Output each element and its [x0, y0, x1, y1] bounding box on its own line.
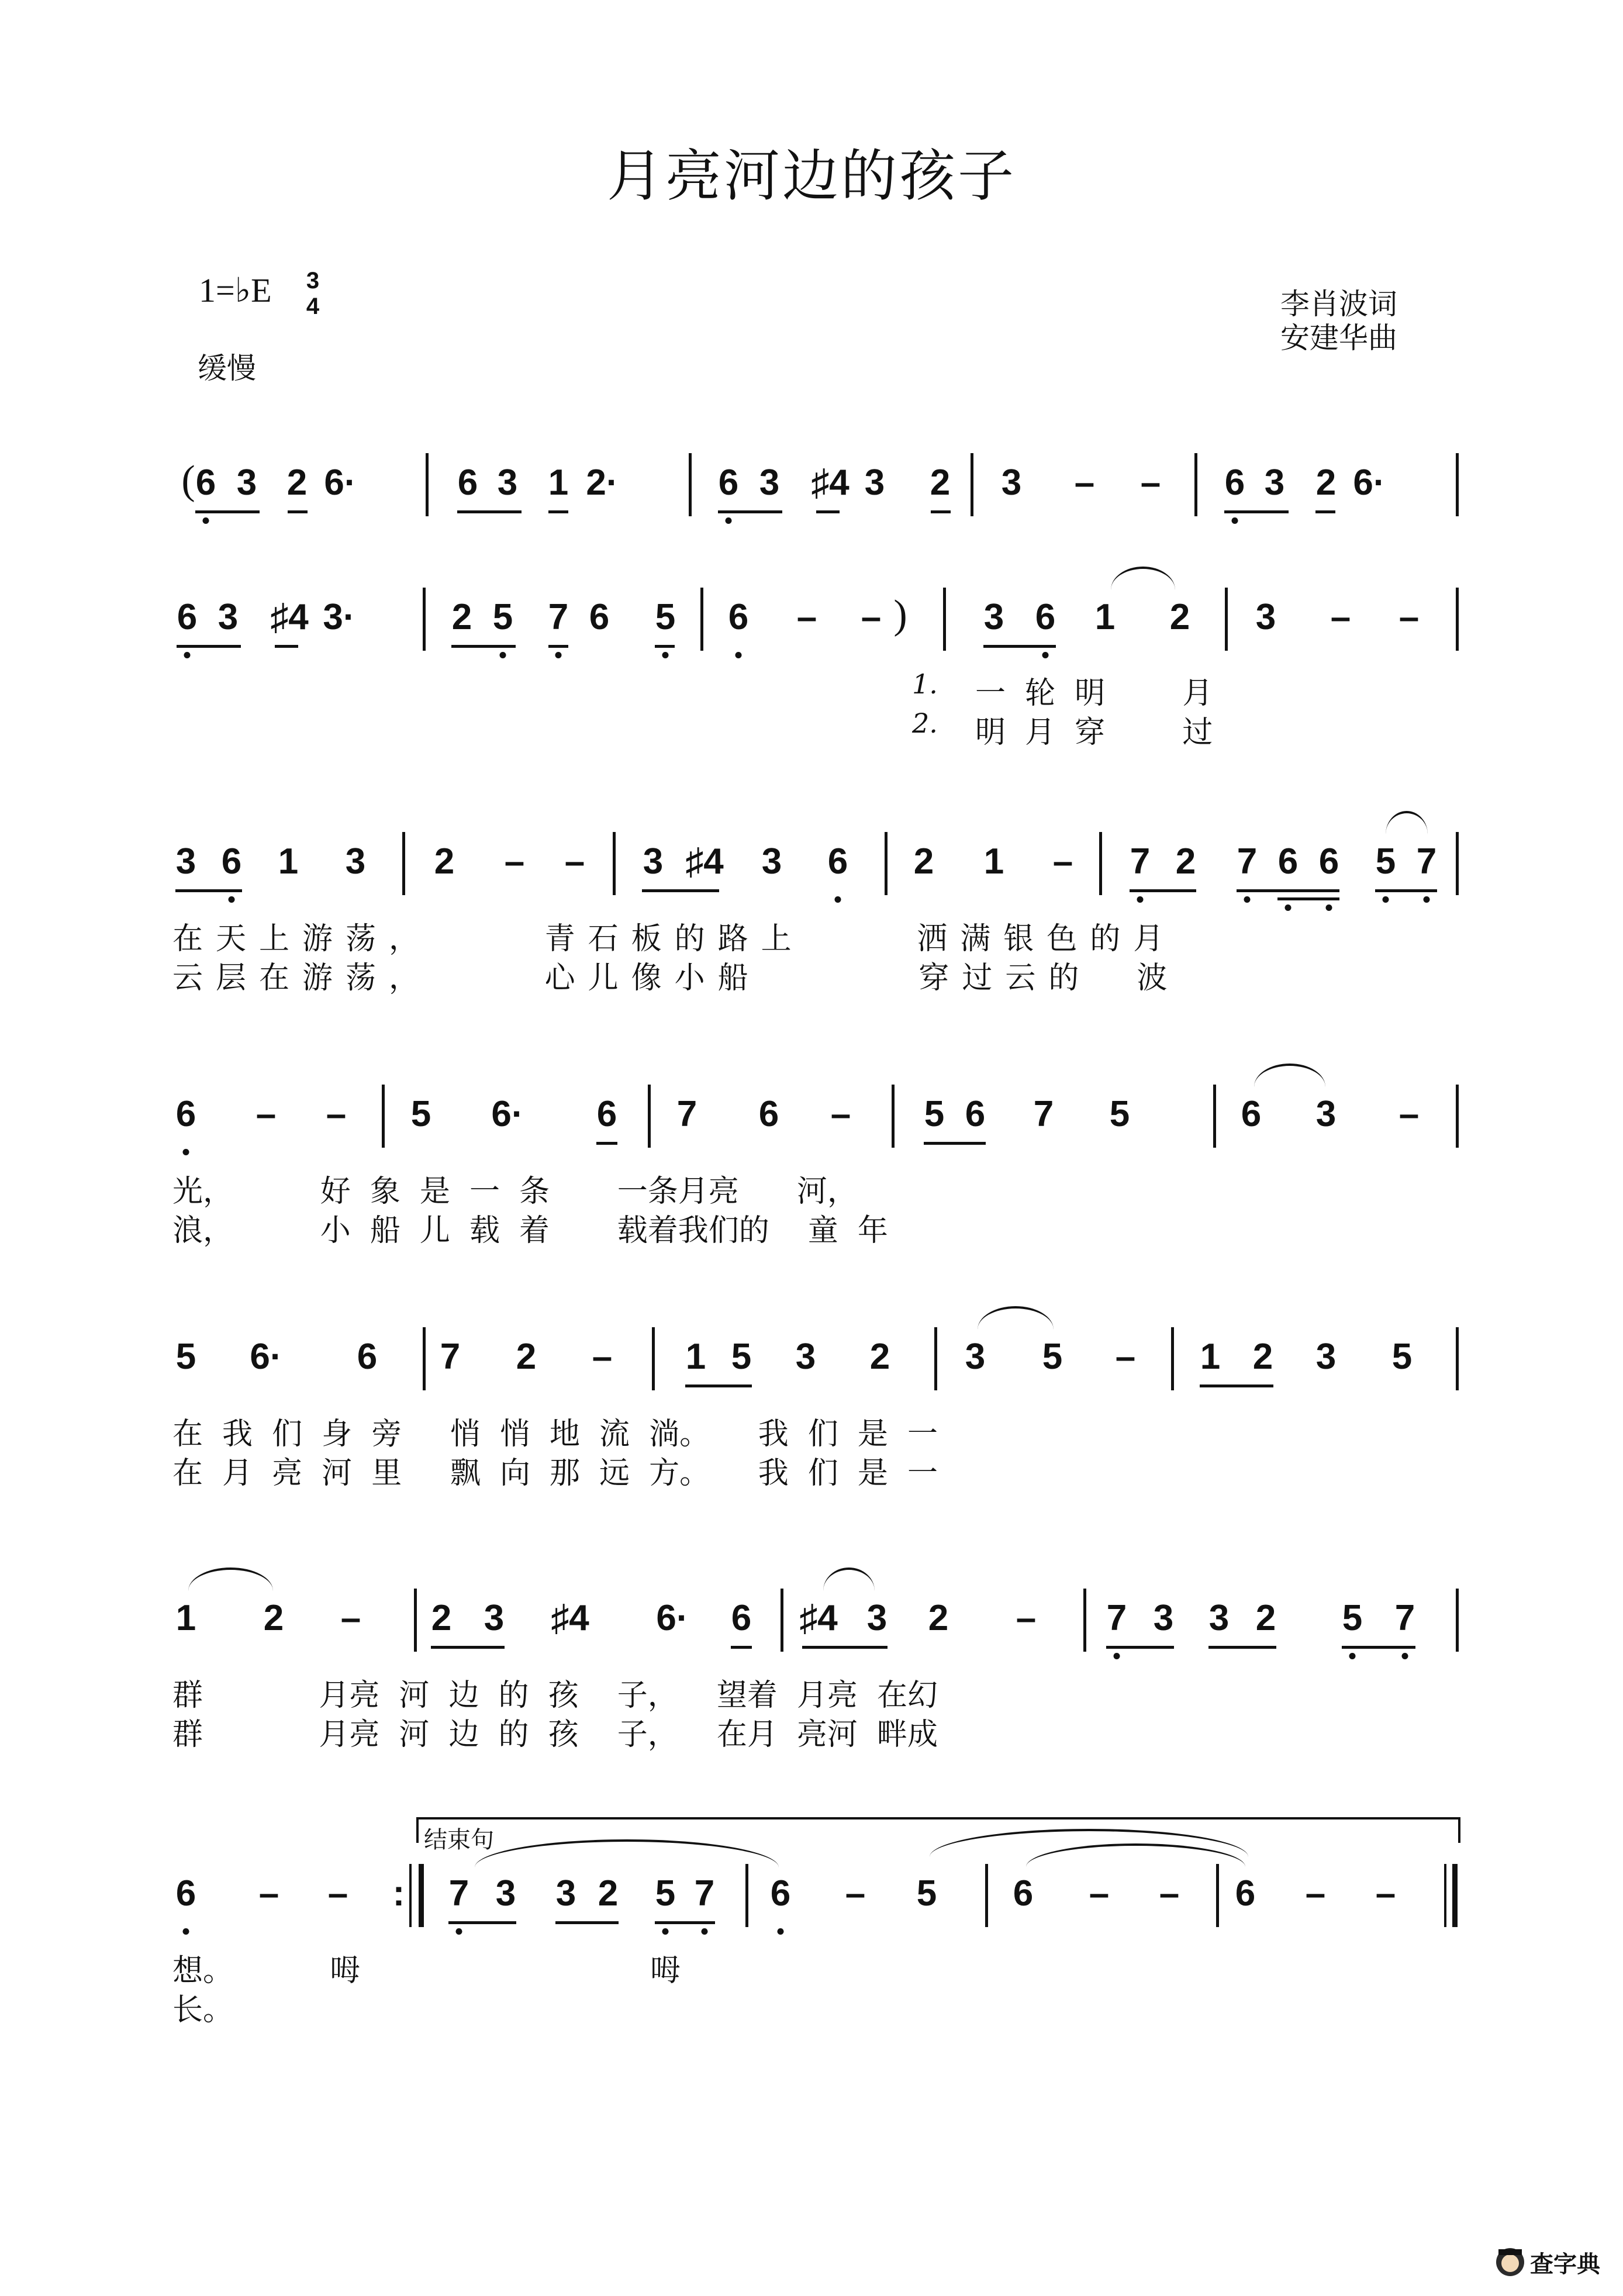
dash: –: [592, 1337, 613, 1377]
note: 6: [457, 462, 478, 503]
ending-bracket: [416, 1817, 1460, 1843]
lyrics-verse-1: 想。 呣 呣: [172, 1953, 681, 1988]
note: 6: [1241, 1094, 1262, 1134]
time-signature: [301, 268, 324, 319]
note: 3: [495, 1873, 516, 1914]
dash: –: [1016, 1598, 1037, 1638]
note: 7: [1033, 1094, 1054, 1134]
tempo-marking: 缓慢: [198, 351, 256, 385]
lyrics-verse-2: 长。: [172, 1993, 234, 2028]
note: 6: [195, 462, 216, 503]
note: 5: [655, 597, 676, 637]
note: 6: [758, 1094, 779, 1134]
note: 7: [440, 1337, 461, 1377]
key-signature: 1=♭E: [199, 271, 272, 309]
dash: –: [1074, 462, 1095, 503]
note: 2: [451, 597, 472, 637]
note: 1: [983, 841, 1004, 882]
note: 7: [694, 1873, 715, 1914]
note: 6·: [656, 1598, 689, 1638]
note: 6·: [491, 1094, 524, 1134]
dash: –: [830, 1094, 851, 1134]
note: 6: [589, 597, 610, 637]
watermark-text: 查字典: [1530, 2251, 1600, 2278]
note: 2: [1315, 462, 1337, 503]
watermark-logo: [1494, 2242, 1611, 2283]
lyrics-verse-2: 在 月 亮 河 里 飘 向 那 远 方。 我 们 是 一: [172, 1456, 938, 1491]
note: 3: [345, 841, 366, 882]
note: 3: [864, 462, 885, 503]
dash: –: [1375, 1873, 1396, 1914]
note: 6: [965, 1094, 986, 1134]
note: 1: [1094, 597, 1116, 637]
note: 5: [1109, 1094, 1130, 1134]
note: 1: [278, 841, 299, 882]
note: 3: [866, 1598, 888, 1638]
note: 1: [685, 1337, 706, 1377]
ending-label: 结束句: [424, 1827, 494, 1853]
note: 2: [928, 1598, 949, 1638]
lyrics-verse-1: 光， 好 象 是 一 条 一条月亮 河，: [172, 1174, 858, 1209]
note: 3·: [323, 597, 355, 637]
note: 3: [1001, 462, 1022, 503]
note: 2·: [586, 462, 619, 503]
note: 2: [930, 462, 951, 503]
note: 3: [1255, 597, 1276, 637]
note: 3: [983, 597, 1004, 637]
lyrics-verse-1: 在天上游荡， 青石板的路上 洒满银色的月: [172, 921, 1177, 957]
dash: –: [1159, 1873, 1180, 1914]
open-paren: (: [181, 458, 195, 503]
note: 1: [1200, 1337, 1221, 1377]
note: 2: [869, 1337, 890, 1377]
dash: –: [1398, 597, 1420, 637]
note: 6: [731, 1598, 752, 1638]
note: 3: [759, 462, 780, 503]
verse-number-1: 1.: [912, 668, 938, 700]
note: 3: [643, 841, 664, 882]
note: 6: [718, 462, 739, 503]
song-title: 月亮河边的孩子: [607, 143, 1016, 209]
dash: –: [1398, 1094, 1420, 1134]
note: 1: [548, 462, 569, 503]
note: 3: [497, 462, 518, 503]
dash: –: [796, 597, 817, 637]
note: 3: [236, 462, 257, 503]
note: 6: [770, 1873, 791, 1914]
time-signature-top: 3: [306, 268, 320, 294]
lyricist-credit: 李肖波词: [1280, 287, 1397, 321]
note: 2: [1175, 841, 1196, 882]
note: 6·: [250, 1337, 282, 1377]
note: 5: [731, 1337, 752, 1377]
note: 6·: [324, 462, 357, 503]
note: 6: [1277, 841, 1299, 882]
note: ♯4: [811, 462, 850, 503]
note: 7: [1394, 1598, 1415, 1638]
note: 3: [484, 1598, 505, 1638]
note: 6: [728, 597, 749, 637]
note: 5: [410, 1094, 431, 1134]
dash: –: [1052, 841, 1073, 882]
lyrics-verse-2: 群 月亮 河 边 的 孩 子， 在月 亮河 畔成: [172, 1717, 938, 1752]
lyrics-verse-2: 浪， 小 船 儿 载 着 载着我们的 童 年: [172, 1213, 888, 1248]
time-signature-bottom: 4: [306, 294, 320, 319]
note: 6: [1013, 1873, 1034, 1914]
note: 6: [596, 1094, 617, 1134]
note: 5: [1042, 1337, 1063, 1377]
note: 6: [175, 1873, 196, 1914]
note: 6·: [1353, 462, 1386, 503]
note: 1: [175, 1598, 196, 1638]
dash: –: [1115, 1337, 1136, 1377]
dash: –: [255, 1094, 277, 1134]
lyrics-verse-1: 一 轮 明 月: [975, 676, 1213, 711]
note: 7: [676, 1094, 697, 1134]
note: 2: [1252, 1337, 1273, 1377]
note: 7: [548, 597, 569, 637]
dash: –: [340, 1598, 361, 1638]
note: 7: [1416, 841, 1437, 882]
note: 5: [1375, 841, 1396, 882]
note: 2: [516, 1337, 537, 1377]
dash: –: [1330, 597, 1351, 637]
note: 3: [175, 841, 196, 882]
note: 7: [1106, 1598, 1127, 1638]
note: 2: [263, 1598, 284, 1638]
note: 3: [555, 1873, 576, 1914]
note: 6: [1224, 462, 1245, 503]
dash: –: [564, 841, 585, 882]
lyrics-verse-2: 明 月 穿 过: [975, 715, 1213, 750]
verse-number-2: 2.: [912, 707, 938, 739]
note: ♯4: [685, 841, 724, 882]
note: 6: [177, 597, 198, 637]
note: 5: [175, 1337, 196, 1377]
note: ♯4: [270, 597, 309, 637]
note: 5: [1342, 1598, 1363, 1638]
dash: –: [327, 1873, 348, 1914]
note: 2: [1169, 597, 1190, 637]
dash: –: [1140, 462, 1161, 503]
note: 6: [221, 841, 242, 882]
dash: –: [258, 1873, 279, 1914]
note: 3: [1208, 1598, 1230, 1638]
note: 3: [217, 597, 239, 637]
dash: –: [504, 841, 525, 882]
note: 2: [431, 1598, 452, 1638]
note: 7: [448, 1873, 469, 1914]
composer-credit: 安建华曲: [1280, 321, 1397, 355]
close-paren: ): [893, 592, 907, 637]
lyrics-verse-1: 在 我 们 身 旁 悄 悄 地 流 淌。 我 们 是 一: [172, 1417, 938, 1452]
note: 5: [655, 1873, 676, 1914]
note: 5: [924, 1094, 945, 1134]
note: 7: [1130, 841, 1151, 882]
note: 5: [916, 1873, 937, 1914]
dash: –: [845, 1873, 866, 1914]
note: 6: [1318, 841, 1339, 882]
dash: –: [861, 597, 882, 637]
note: 6: [1035, 597, 1056, 637]
note: 3: [965, 1337, 986, 1377]
note: 5: [1391, 1337, 1413, 1377]
repeat-sign: :: [392, 1873, 405, 1914]
dash: –: [1089, 1873, 1110, 1914]
note: 2: [598, 1873, 619, 1914]
note: 6: [1235, 1873, 1256, 1914]
note: 3: [761, 841, 782, 882]
note: 6: [357, 1337, 378, 1377]
note: 6: [827, 841, 848, 882]
note: 3: [1153, 1598, 1174, 1638]
note: 3: [795, 1337, 816, 1377]
dash: –: [1305, 1873, 1326, 1914]
dash: –: [326, 1094, 347, 1134]
lyrics-verse-1: 群 月亮 河 边 的 孩 子， 望着 月亮 在幻: [172, 1678, 938, 1713]
note: ♯4: [799, 1598, 838, 1638]
note: ♯4: [551, 1598, 589, 1638]
note: 7: [1237, 841, 1258, 882]
lyrics-verse-2: 云层在游荡， 心儿像小船 穿过云的 波: [172, 961, 1180, 996]
note: 2: [913, 841, 934, 882]
note: 3: [1315, 1094, 1337, 1134]
note: 5: [492, 597, 513, 637]
note: 3: [1315, 1337, 1337, 1377]
note: 3: [1264, 462, 1285, 503]
note: 6: [175, 1094, 196, 1134]
note: 2: [434, 841, 455, 882]
note: 2: [286, 462, 308, 503]
note: 2: [1255, 1598, 1276, 1638]
